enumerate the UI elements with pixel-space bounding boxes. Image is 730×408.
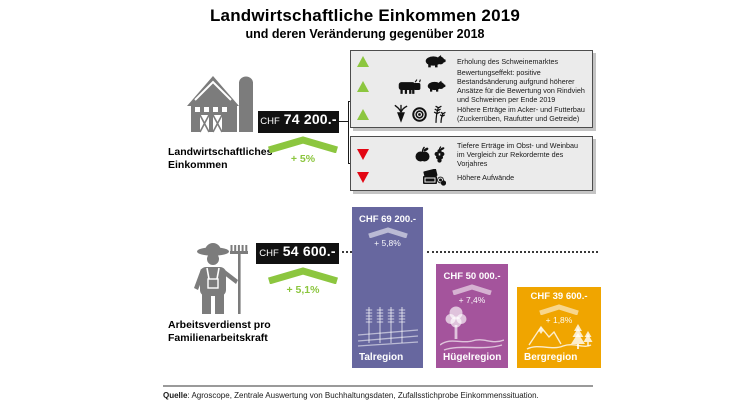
up-triangle-icon: [357, 81, 369, 92]
bar-region-label: Talregion: [359, 352, 404, 363]
pig-icon: [426, 80, 446, 92]
bar-change-label: + 5,8%: [374, 238, 401, 248]
chevron-up-icon: [537, 304, 581, 315]
bar-bergregion: [517, 287, 601, 368]
down-triangle-icon: [357, 149, 369, 160]
source-text: : Agroscope, Zentrale Auswertung von Buchhaltungsdaten, Zufallsstichprobe Einkommenssituation.: [187, 391, 539, 400]
work-income-section-label: Arbeitsverdienst pro Familienarbeitskraft: [168, 319, 271, 344]
chevron-up-icon: [450, 284, 494, 295]
chevron-up-icon: [265, 136, 341, 153]
up-triangle-icon: [357, 56, 369, 67]
page-subtitle: und deren Veränderung gegenüber 2018: [245, 27, 485, 41]
income-value: 74 200.-: [283, 111, 337, 127]
income-section-label: Landwirtschaftliches Einkommen: [168, 146, 273, 171]
apple-icon: [415, 146, 430, 163]
money-icon: [422, 169, 446, 186]
factor-text: Höhere Erträge im Acker- und Futterbau (Zuckerrüben, Raufutter und Getreide): [457, 105, 585, 123]
work-income-change-label: + 5,1%: [286, 284, 320, 296]
negative-factors-panel: [350, 136, 593, 191]
tree-hills-icon: [440, 300, 504, 354]
cow-icon: [397, 78, 423, 95]
reference-dotted-line: [427, 251, 598, 253]
bar-talregion: [352, 207, 423, 368]
bar-region-label: Bergregion: [524, 352, 578, 363]
bar-value-label: CHF 39 600.-: [530, 291, 588, 302]
factor-row: [357, 169, 586, 186]
connector-line: [348, 101, 349, 164]
source-note: [163, 391, 539, 400]
down-triangle-icon: [357, 172, 369, 183]
work-income-value: 54 600.-: [282, 243, 336, 259]
pig-icon: [424, 54, 446, 68]
page-title: Landwirtschaftliche Einkommen 2019: [209, 6, 521, 25]
currency-label: CHF: [260, 116, 280, 127]
factor-row: [357, 141, 586, 168]
bar-change-label: + 1,8%: [545, 315, 573, 325]
factor-text: Höhere Aufwände: [457, 173, 515, 183]
source-label: Quelle: [163, 391, 188, 400]
currency-label: CHF: [259, 248, 279, 259]
beet-icon: [394, 104, 408, 124]
grapes-icon: [433, 146, 446, 163]
farmer-icon: [189, 239, 253, 317]
factor-text: Tiefere Erträge im Obst- und Weinbau im Vergleich zur Rekordernte des Vorjahres: [457, 140, 579, 168]
reference-dotted-line: [342, 251, 352, 253]
factor-row: [357, 54, 586, 68]
footer-divider: [163, 385, 593, 387]
bale-icon: [411, 106, 428, 123]
work-income-value-box: [256, 243, 339, 264]
factor-row: [357, 104, 586, 124]
factor-row: [357, 68, 586, 104]
up-triangle-icon: [357, 109, 369, 120]
chevron-up-icon: [366, 227, 410, 238]
income-change-label: + 5%: [290, 153, 316, 165]
bar-region-label: Hügelregion: [443, 352, 502, 363]
income-value-box: [258, 111, 339, 133]
wheat-field-icon: [356, 299, 420, 353]
positive-factors-panel: [350, 50, 593, 128]
bar-value-label: CHF 50 000.-: [443, 271, 501, 282]
factor-text: Erholung des Schweinemarktes: [457, 56, 559, 66]
chevron-up-icon: [265, 267, 341, 284]
farm-icon: [183, 66, 259, 141]
bar-huegelregion: [436, 264, 508, 368]
factor-text: Bewertungseffekt: positive Bestandsänderung aufgrund höherer Ansätze für die Bewertung von Rindvieh und Schweinen per Ende 2019: [457, 68, 585, 104]
wheat-icon: [431, 105, 446, 124]
mountain-trees-icon: [525, 321, 593, 353]
bar-value-label: CHF 69 200.-: [358, 214, 417, 225]
bar-change-label: + 7,4%: [458, 295, 486, 305]
